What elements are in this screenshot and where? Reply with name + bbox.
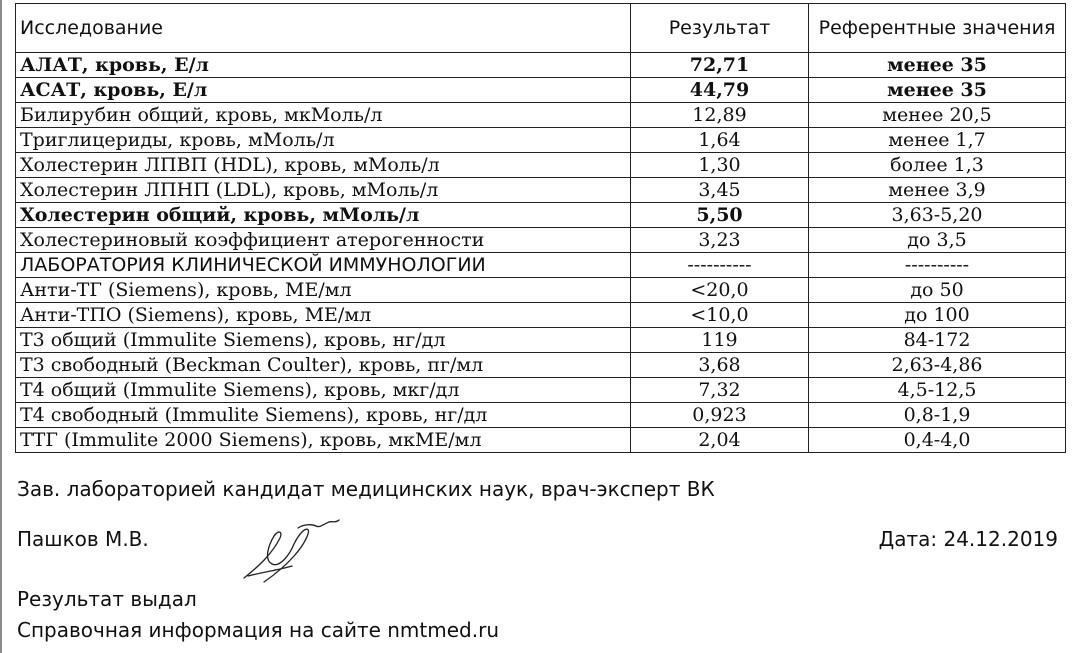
cell-result: <10,0 [631,303,809,328]
table-row [16,128,1066,153]
cell-test: ТТГ (Immulite 2000 Siemens), кровь, мкМЕ/мл [16,428,631,453]
cell-reference: менее 20,5 [809,103,1066,128]
table-header-row [16,4,1066,53]
cell-result: <20,0 [631,278,809,303]
cell-reference: 2,63-4,86 [809,353,1066,378]
report-date: Дата: 24.12.2019 [878,527,1058,551]
cell-result: ---------- [631,253,809,278]
cell-test: АСАТ, кровь, Е/л [16,78,631,103]
cell-reference: менее 1,7 [809,128,1066,153]
header-test: Исследование [16,4,631,53]
cell-reference: менее 3,9 [809,178,1066,203]
table-row [16,228,1066,253]
table-row [16,153,1066,178]
cell-test: Т4 свободный (Immulite Siemens), кровь, нг/дл [16,403,631,428]
table-row [16,278,1066,303]
reference-info: Справочная информация на сайте nmtmed.ru [17,618,499,642]
cell-test: Анти-ТПО (Siemens), кровь, МЕ/мл [16,303,631,328]
cell-test: ЛАБОРАТОРИЯ КЛИНИЧЕСКОЙ ИММУНОЛОГИИ [16,253,631,278]
cell-reference: до 50 [809,278,1066,303]
table-row [16,428,1066,453]
cell-test: Билирубин общий, кровь, мкМоль/л [16,103,631,128]
cell-result: 5,50 [631,203,809,228]
cell-test: Холестериновый коэффициент атерогенности [16,228,631,253]
cell-result: 3,23 [631,228,809,253]
cell-test: АЛАТ, кровь, Е/л [16,53,631,78]
cell-reference: 0,8-1,9 [809,403,1066,428]
cell-test: Холестерин общий, кровь, мМоль/л [16,203,631,228]
cell-result: 0,923 [631,403,809,428]
cell-result: 72,71 [631,53,809,78]
header-result: Результат [631,4,809,53]
cell-result: 3,68 [631,353,809,378]
cell-reference: до 3,5 [809,228,1066,253]
cell-test: Холестерин ЛПНП (LDL), кровь, мМоль/л [16,178,631,203]
table-row [16,328,1066,353]
cell-reference: 0,4-4,0 [809,428,1066,453]
table-row [16,353,1066,378]
cell-reference: более 1,3 [809,153,1066,178]
table-row [16,103,1066,128]
table-row [16,78,1066,103]
cell-result: 119 [631,328,809,353]
lab-head-name: Пашков М.В. [17,527,149,551]
cell-test: Т3 свободный (Beckman Coulter), кровь, пг/мл [16,353,631,378]
cell-reference: менее 35 [809,78,1066,103]
cell-result: 1,30 [631,153,809,178]
cell-reference: 84-172 [809,328,1066,353]
cell-reference: ---------- [809,253,1066,278]
cell-result: 1,64 [631,128,809,153]
table-row [16,378,1066,403]
cell-result: 44,79 [631,78,809,103]
cell-test: Триглицериды, кровь, мМоль/л [16,128,631,153]
cell-reference: менее 35 [809,53,1066,78]
results-table [15,3,1066,453]
signature-image [234,516,349,586]
cell-reference: до 100 [809,303,1066,328]
table-row [16,203,1066,228]
cell-result: 2,04 [631,428,809,453]
header-reference: Референтные значения [809,4,1066,53]
cell-test: Холестерин ЛПВП (HDL), кровь, мМоль/л [16,153,631,178]
table-row [16,53,1066,78]
cell-result: 12,89 [631,103,809,128]
cell-test: Анти-ТГ (Siemens), кровь, МЕ/мл [16,278,631,303]
table-row [16,303,1066,328]
table-row [16,403,1066,428]
cell-result: 7,32 [631,378,809,403]
cell-result: 3,45 [631,178,809,203]
cell-reference: 3,63-5,20 [809,203,1066,228]
section-row [16,253,1066,278]
cell-test: Т3 общий (Immulite Siemens), кровь, нг/дл [16,328,631,353]
cell-test: Т4 общий (Immulite Siemens), кровь, мкг/дл [16,378,631,403]
cell-reference: 4,5-12,5 [809,378,1066,403]
issued-by-label: Результат выдал [17,587,197,611]
table-row [16,178,1066,203]
lab-head-title: Зав. лабораторией кандидат медицинских наук, врач-эксперт ВК [17,477,715,501]
